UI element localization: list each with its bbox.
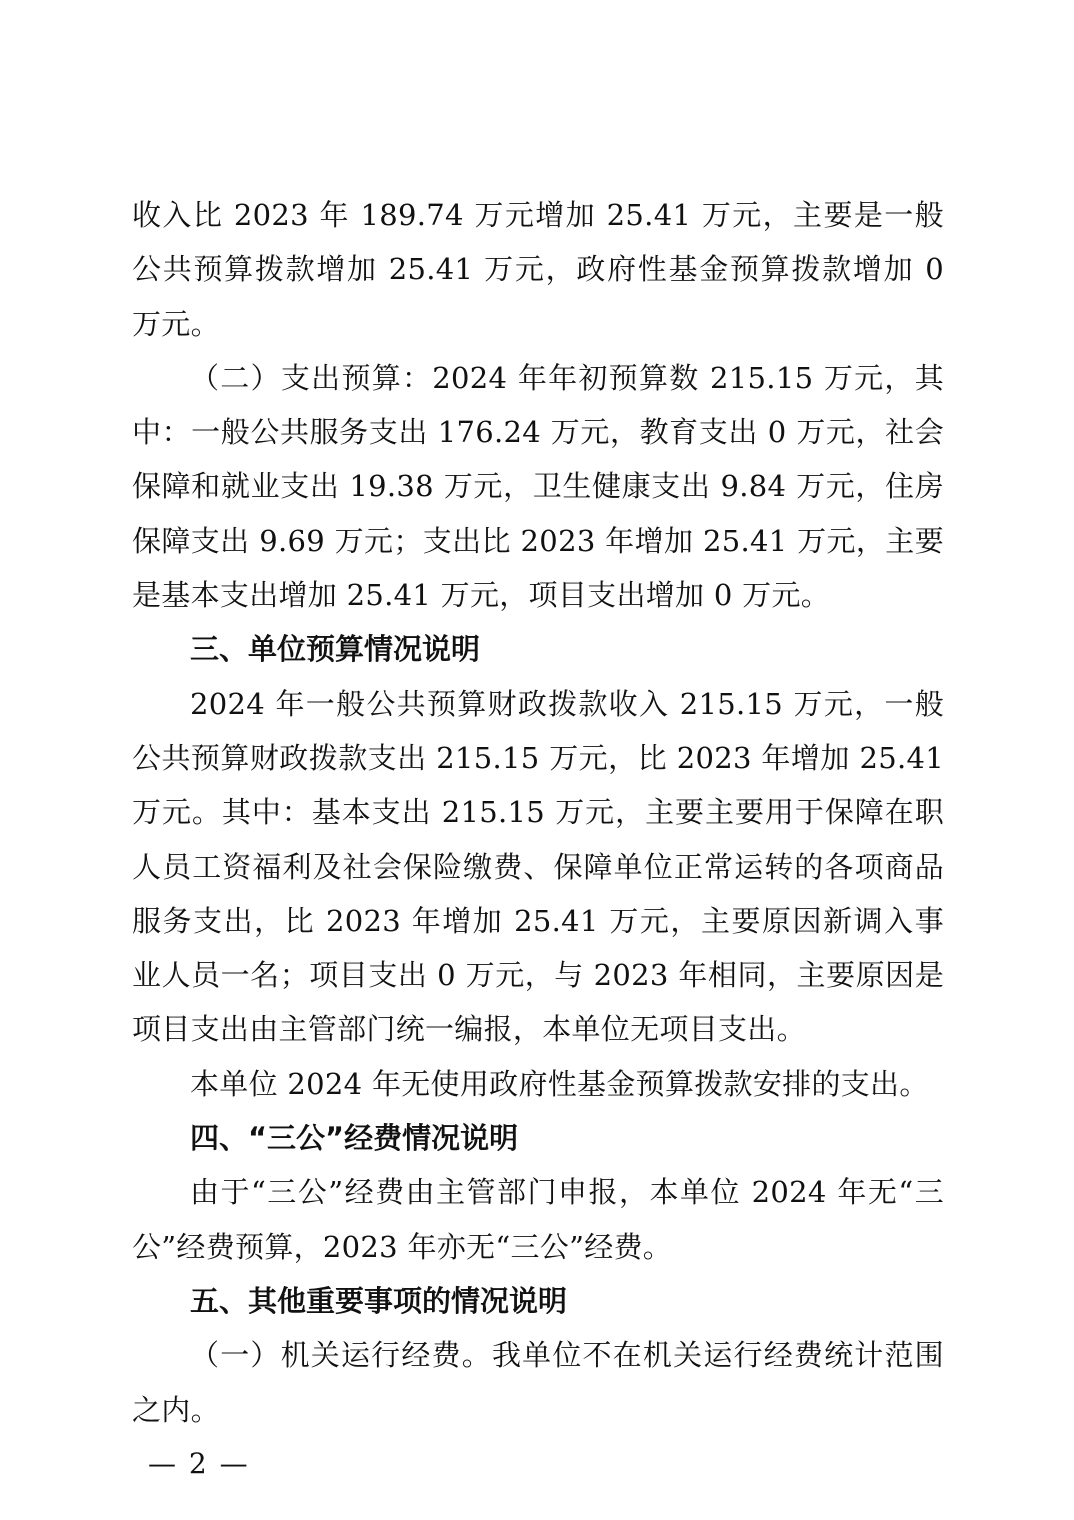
section-heading-other-matters: 五、其他重要事项的情况说明: [190, 1283, 568, 1318]
paragraph-expenditure-budget: （二）支出预算：2024 年年初预算数 215.15 万元，其中：一般公共服务支出 176.24 万元，教育支出 0 万元，社会保障和就业支出 19.38 万元，卫生健康支出 9.84 万元，住房保障支出 9.69 万元；支出比 2023 年增加 25.41 万元，主要是基本支出增加 25.41 万元，项目支出增加 0 万元。: [132, 360, 944, 613]
paragraph-three-public-expenses: 由于“三公”经费由主管部门申报，本单位 2024 年无“三公”经费预算，2023 年亦无“三公”经费。: [132, 1175, 944, 1264]
document-body: [132, 188, 944, 1437]
page-number: — 2 —: [148, 1447, 250, 1480]
section-heading-three-public-expenses: 四、“三公”经费情况说明: [190, 1121, 519, 1156]
paragraph-government-fund: 本单位 2024 年无使用政府性基金预算拨款安排的支出。: [190, 1066, 929, 1101]
paragraph-income-comparison: 收入比 2023 年 189.74 万元增加 25.41 万元，主要是一般公共预算拨款增加 25.41 万元，政府性基金预算拨款增加 0 万元。: [132, 198, 944, 341]
section-heading-unit-budget: 三、单位预算情况说明: [190, 632, 481, 667]
paragraph-operating-expenses: （一）机关运行经费。我单位不在机关运行经费统计范围之内。: [132, 1338, 944, 1427]
paragraph-general-public-budget: 2024 年一般公共预算财政拨款收入 215.15 万元，一般公共预算财政拨款支出 215.15 万元，比 2023 年增加 25.41 万元。其中：基本支出 215.15 万元，主要主要用于保障在职人员工资福利及社会保险缴费、保障单位正常运转的各项商品服务支出，比 2023 年增加 25.41 万元，主要原因新调入事业人员一名；项目支出 0 万元，与 2023 年相同，主要原因是项目支出由主管部门统一编报，本单位无项目支出。: [132, 686, 944, 1047]
